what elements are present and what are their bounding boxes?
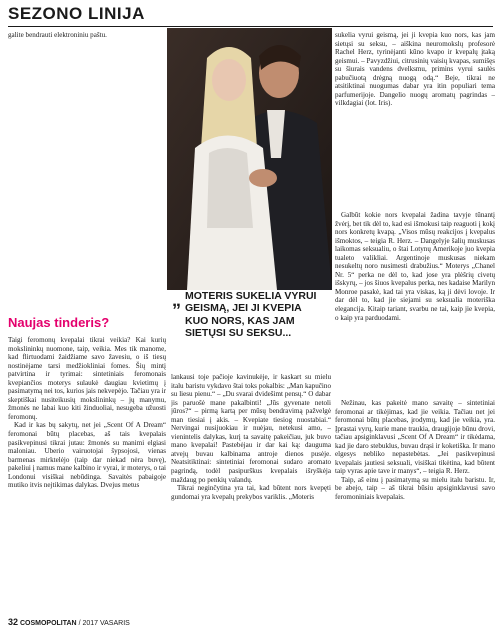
column-left-top — [8, 31, 166, 311]
magazine-name: COSMOPOLITAN — [19, 620, 77, 627]
column-right-bottom — [335, 399, 495, 613]
pull-quote: MOTERIS SUKELIA VYRUI GEISMĄ, JEI JI KVEPIA KUO NORS, KAS JAM SIETŲSI SU SEKSU... — [185, 290, 317, 340]
column-right-mid — [335, 211, 495, 397]
couple-photo-illustration — [167, 28, 332, 290]
paragraph: Galbūt kokie nors kvepalai žadina tavyje tūnantį žvėrį, bet tik dėl to, kad esi išmokusi taip reaguoti į kokį nors konkretų kvapą. „Visos mūsų reakcijos į kvepalus išmoktos, – teigia R. Herz. – Dangelyje šalių muskusas laikomas seksualiu, o štai Lotynų Amerikoje juo kvepia tualeto valikliai. Argentinoje muskusas niekam nesukeltų noro nusimesti drabužius.“ Moterys „Chanel Nr. 5“ perka ne dėl to, kad jose yra plėšrių civetų išskyrų, – jos šiuos kvepalus perka, nes kadaise Marilyn Monroe pasakė, kad tai yra viskas, ką ji dėvi lovoje. Ir dar dėl to, kad jie siejami su seksualia moteriška elegancija. Kitaip tariant, svarbu ne tai, kaip jie kvepia, o kaip yra parduodami. — [335, 211, 495, 322]
header-rule — [8, 26, 493, 27]
paragraph: Kad ir kas bų sakytų, net jei „Scent Of A Dream“ feromonai būtų placebas, aš tais kvepalais pasikvepinusi tikrai jutau: žmonės su manimi elgiasi maloniau. Uberio vairuotojai šypsojosi, vienas barmenas mirktelėjo (taip dar niekad nėra buvę), pakeliui į namus mane kalbino ir vyrai, ir moterys, o tai Londonui visiškai nebūdinga. Savaitės pabaigoje mutiko itvis nejtikimas dalykas. Dvejus metus — [8, 421, 166, 490]
subheading: Naujas tinderis? — [8, 315, 110, 330]
paragraph: lankausi toje pačioje kavinukėje, ir kaskart su mielu italu baristu vykdavo štai toks pokalbis: „Man kapučino su liesu pienu.“ – „Du svarai dvidešimt pensų.“ O dabar jis paruošė mane pakalbinti! „Jūs gyvenate netoli jūros?“ – pirmą kartą per mūsų bendravimą pažvelgė man tiesiai į akis. – Kvepiate tiesiog nuostabiai.“ Nervingai nusijuokiau ir nuėjau, netekusi amo, – vienintelis dalykas, kurį ta savaitę pakeičiau, juk buvo mano kvepalai! Pastebėjau ir dar kai ką: dauguma atvejų buvau kalbinama antroje dienos pusėje. Neatsitiktinai: sintetiniai feromonai sudaro aromato pagrindą, todėl pasipurškus kvepalais išryškėja maždaug po penkių valandų. — [171, 373, 331, 484]
column-left-bottom — [8, 336, 166, 612]
page-number: 32 — [8, 617, 19, 627]
paragraph: Tikrai neginčytina yra tai, kad būtent nors kvepęti gundomai yra kvepalų prekybos variklis. „Moteris — [171, 484, 331, 501]
page-footer — [8, 617, 130, 627]
paragraph: Taip, aš einu į pasimatymą su mielu italu baristu. Ir, be abejo, taip – aš tikrai būsiu apsiginklavusi savo feromoniniais kvepalais. — [335, 475, 495, 502]
paragraph: galite bendrauti elektroniniu paštu. — [8, 31, 107, 39]
section-title: SEZONO LINIJA — [8, 4, 145, 23]
article-photo — [167, 28, 332, 290]
column-right-top — [335, 31, 495, 209]
issue-label: / 2017 VASARIS — [78, 620, 130, 627]
paragraph: Taigi feromonų kvepalai tikrai veikia? Kai kurių mokslininkų nuomone, taip, veikia. Mes tik manome, kad flirtuodami žaidžiame savo žavesiu, o iš tiesų nostinėjame tarsi medžiokliniai fomes. Šių mintį patvirtina ir tyrimai: sintetiniais feromonais kvepiančios moterys sulaukė daugiau kvietimų į pasimatymą nei tos, kurios jais nekvepėjo. Tačiau yra ir skeptiškai nusiteikusių mokslininkų – jų manymu, žmonės ne labai kuo kiti žinduoliai, nesugeba užuosti feromonų. — [8, 336, 166, 421]
quote-open-mark: „ — [172, 290, 181, 310]
paragraph: Nežinau, kas pakeitė mano savaitę – sintetiniai feromonai ar tikėjimas, kad jie veikia. Tačiau net jei feromonai būtų placebas, įrodymų, kad jie veikia, yra. Įprastai vyrų, kurie mane traukia, draugijoje būnu drovi, tačiau apsiginklavusi „Scent Of A Dream“ ir tikėdama, kad jie daro stebuklus, buvau drąsi ir koketiška. Ir mano elgesys nebliko nepastebėtas. „Jei pasikvepinusi kvepalais jautiesi seksuali, visiškai tikėtina, kad būtent taip vyras apie tave ir manys“, – teigia R. Herz. — [335, 399, 495, 476]
paragraph: sukelia vyrui geismą, jei ji kvepia kuo nors, kas jam sietųsi su seksu, – aiškina neuromokslų profesorė Rachel Herz, tyrinėjanti kūno kvapo ir kvepalų įtaką geismui. – Pavyzdžiui, citrusinių vaisių kvapas, sumišęs su šiurais vandens dvelksmu, primins vyrui saulės pabučiuotą drėgną nuogą odą.“ Beje, tikrai ne atsitiktinai nuogumas dabar yra itin populiari tema parfumerijoje. Dangelio nuogų aromatų pagrindas – vilkdagiai (lot. Iris). — [335, 31, 495, 108]
column-mid-bottom — [171, 373, 331, 613]
